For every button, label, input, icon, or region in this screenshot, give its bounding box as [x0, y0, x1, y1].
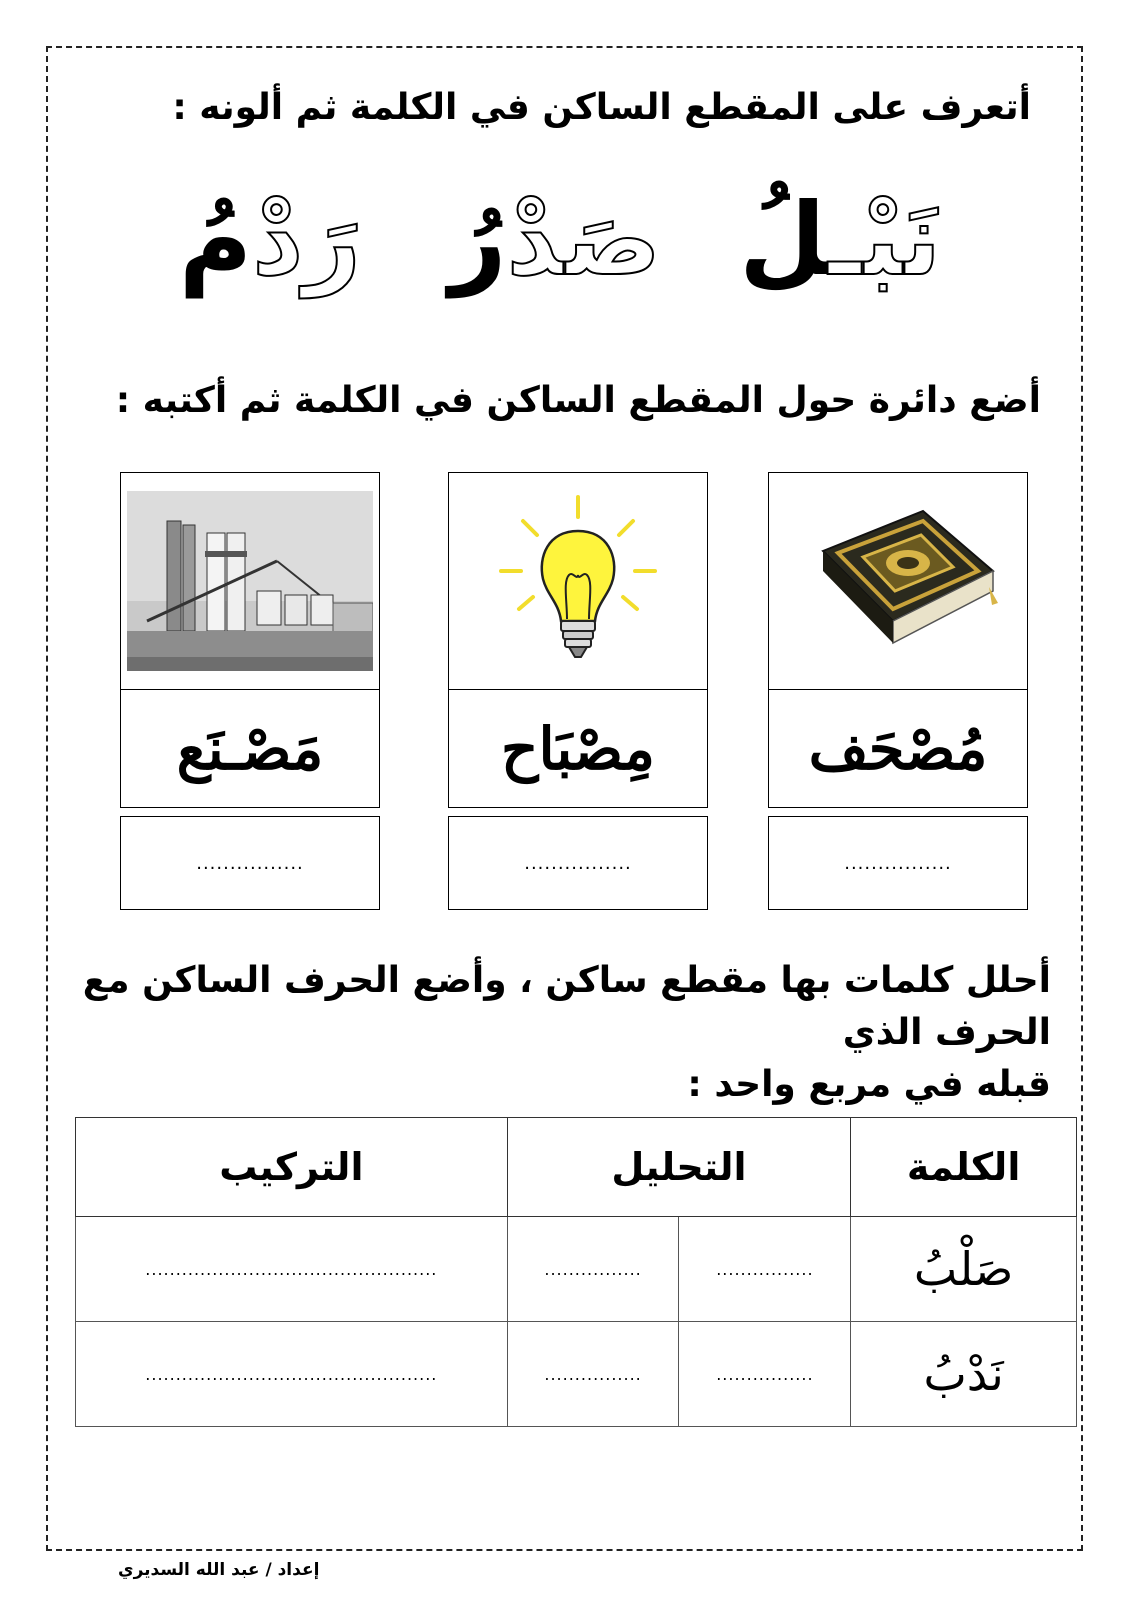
- row-word: صَلْبُ: [851, 1217, 1077, 1322]
- analysis-task-line-2: قبله في مربع واحد :: [687, 1064, 1051, 1106]
- analysis-cell[interactable]: ................: [507, 1217, 679, 1322]
- card-word: مِصْبَاح: [448, 690, 708, 808]
- row-word: نَدْبُ: [851, 1322, 1077, 1427]
- light-bulb-picture: [448, 472, 708, 690]
- header-word: الكلمة: [851, 1118, 1077, 1217]
- analysis-cell[interactable]: ................: [679, 1322, 851, 1427]
- header-composition: التركيب: [76, 1118, 508, 1217]
- circle-task-heading: أضع دائرة حول المقطع الساكن في الكلمة ثم أكتبه :: [115, 380, 1041, 421]
- table-header-row: [76, 1118, 1077, 1217]
- analysis-task-line-1: أحلل كلمات بها مقطع ساكن ، وأضع الحرف الساكن مع الحرف الذي: [82, 960, 1051, 1054]
- author-credit: إعداد / عبد الله السديري: [118, 1560, 320, 1580]
- card-word: مَصْـنَع: [120, 690, 380, 808]
- answer-line[interactable]: ................: [768, 816, 1028, 910]
- answer-line[interactable]: ................: [448, 816, 708, 910]
- analysis-table: [75, 1117, 1077, 1427]
- quran-book-picture: [768, 472, 1028, 690]
- card-quran: [768, 472, 1028, 910]
- answer-line[interactable]: ................: [120, 816, 380, 910]
- color-word-1: نَبْـلُ: [739, 181, 941, 298]
- table-row: [76, 1217, 1077, 1322]
- card-factory: [120, 472, 380, 910]
- card-word: مُصْحَف: [768, 690, 1028, 808]
- analysis-cell[interactable]: ................: [679, 1217, 851, 1322]
- table-row: [76, 1322, 1077, 1427]
- color-task-heading: أتعرف على المقطع الساكن في الكلمة ثم ألونه :: [172, 87, 1031, 128]
- composition-cell[interactable]: ................................................: [76, 1217, 508, 1322]
- composition-cell[interactable]: ................................................: [76, 1322, 508, 1427]
- analysis-task-heading: [61, 955, 1051, 1112]
- color-word-3: رَدْمُ: [178, 181, 361, 298]
- color-word-2: صَدْرُ: [449, 181, 661, 298]
- header-analysis: التحليل: [507, 1118, 851, 1217]
- factory-picture: [120, 472, 380, 690]
- card-lamp: [448, 472, 708, 910]
- analysis-cell[interactable]: ................: [507, 1322, 679, 1427]
